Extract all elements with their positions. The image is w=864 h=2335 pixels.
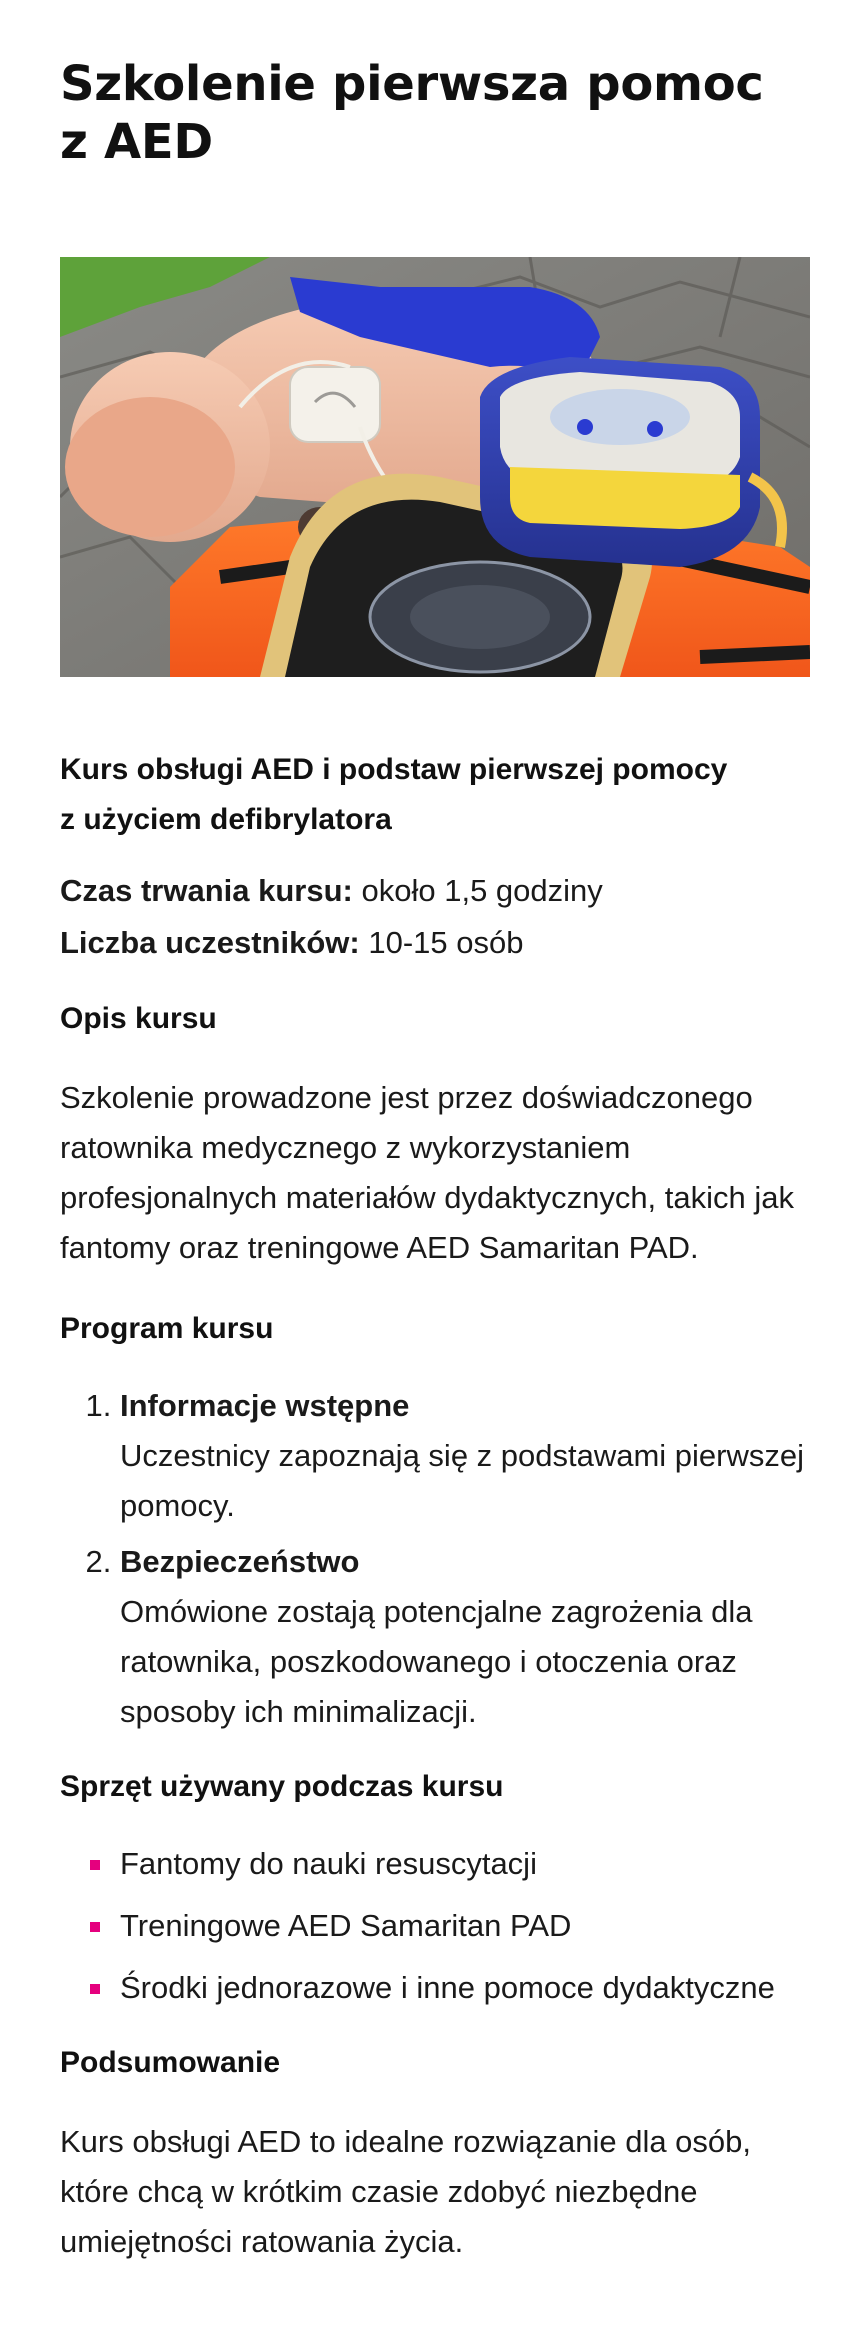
square-bullet-icon	[90, 1984, 100, 1994]
course-subtitle: Kurs obsługi AED i podstaw pierwszej pomocy z użyciem defibrylatora	[60, 753, 728, 836]
participants-label: Liczba uczestników:	[60, 925, 360, 960]
summary-text: Kurs obsługi AED to idealne rozwiązanie dla osób, które chcą w krótkim czasie zdobyć niezbędne umiejętności ratowania życia.	[60, 2124, 752, 2259]
program-list	[60, 1381, 804, 1737]
description-heading: Opis kursu	[60, 1002, 217, 1035]
equipment-item: Treningowe AED Samaritan PAD	[120, 1908, 572, 1943]
equipment-item: Środki jednorazowe i inne pomoce dydaktyczne	[120, 1970, 775, 2005]
equipment-list	[60, 1839, 804, 2013]
description-text: Szkolenie prowadzone jest przez doświadczonego ratownika medycznego z wykorzystaniem profesjonalnych materiałów dydaktycznych, takich jak fantomy oraz treningowe AED Samaritan PAD.	[60, 1080, 795, 1265]
list-item	[90, 1839, 804, 1889]
aed-training-photo-icon	[60, 257, 810, 677]
duration-row	[60, 865, 804, 917]
hero-image	[60, 257, 810, 677]
list-item	[120, 1381, 804, 1531]
list-item	[90, 1901, 804, 1951]
square-bullet-icon	[90, 1860, 100, 1870]
equipment-heading: Sprzęt używany podczas kursu	[60, 1770, 504, 1803]
list-item	[90, 1963, 804, 2013]
list-item	[120, 1537, 804, 1737]
participants-value: 10-15 osób	[359, 925, 524, 960]
duration-value: około 1,5 godziny	[352, 873, 603, 908]
program-item-desc: Uczestnicy zapoznają się z podstawami pierwszej pomocy.	[120, 1438, 805, 1523]
equipment-item: Fantomy do nauki resuscytacji	[120, 1846, 537, 1881]
program-item-desc: Omówione zostają potencjalne zagrożenia dla ratownika, poszkodowanego i otoczenia oraz sposoby ich minimalizacji.	[120, 1594, 753, 1729]
duration-label: Czas trwania kursu:	[60, 873, 353, 908]
square-bullet-icon	[90, 1922, 100, 1932]
program-item-title: 2. Bezpieczeństwo	[120, 1544, 360, 1579]
course-meta	[60, 865, 804, 969]
participants-row	[60, 917, 804, 969]
program-item-title: 1. Informacje wstępne	[120, 1388, 410, 1423]
summary-heading: Podsumowanie	[60, 2046, 281, 2079]
page-title: Szkolenie pierwsza pomoc z AED	[60, 56, 764, 170]
program-heading: Program kursu	[60, 1312, 274, 1345]
